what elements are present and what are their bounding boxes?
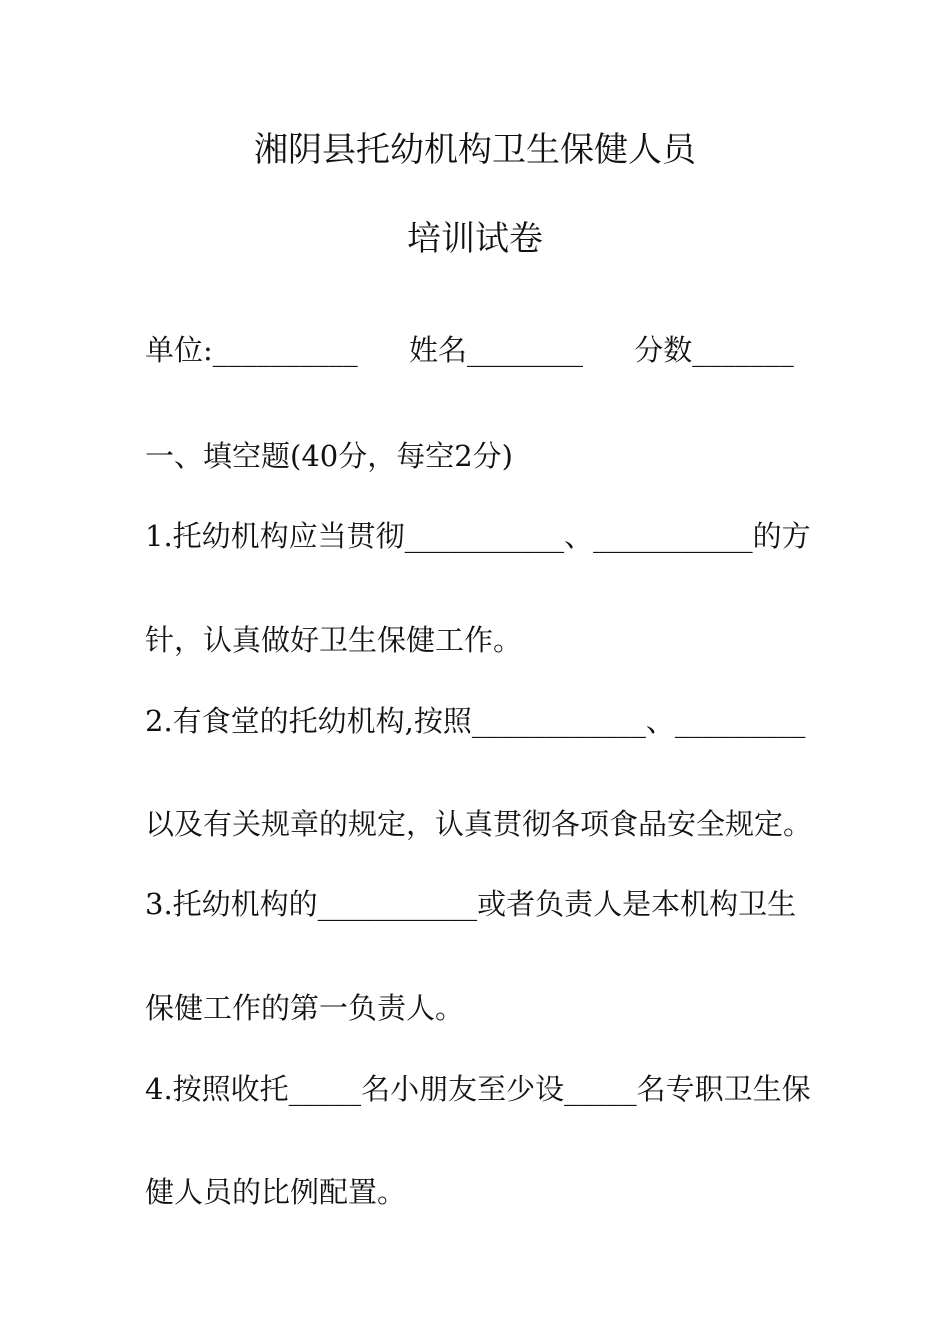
document-title-line2: 培训试卷: [407, 219, 543, 259]
question-2-line-1: 2.有食堂的托幼机构,按照____________、_________: [145, 704, 806, 738]
unit-field: 单位:__________: [145, 333, 358, 367]
question-4-line-1: 4.按照收托_____名小朋友至少设_____名专职卫生保: [145, 1072, 811, 1106]
question-3-line-2: 保健工作的第一负责人。: [145, 991, 465, 1025]
document-title-line1: 湘阴县托幼机构卫生保健人员: [254, 130, 696, 170]
question-2-line-2: 以及有关规章的规定，认真贯彻各项食品安全规定。: [145, 807, 813, 841]
name-field: 姓名________: [409, 333, 584, 367]
question-1-line-1: 1.托幼机构应当贯彻___________、___________的方: [145, 519, 811, 553]
score-field: 分数_______: [634, 333, 794, 367]
question-3-line-1: 3.托幼机构的___________或者负责人是本机构卫生: [145, 887, 797, 921]
question-1-line-2: 针，认真做好卫生保健工作。: [145, 623, 523, 657]
question-4-line-2: 健人员的比例配置。: [145, 1175, 407, 1209]
section-heading: 一、填空题(40分，每空2分): [145, 439, 513, 473]
info-fields-row: [145, 333, 794, 367]
